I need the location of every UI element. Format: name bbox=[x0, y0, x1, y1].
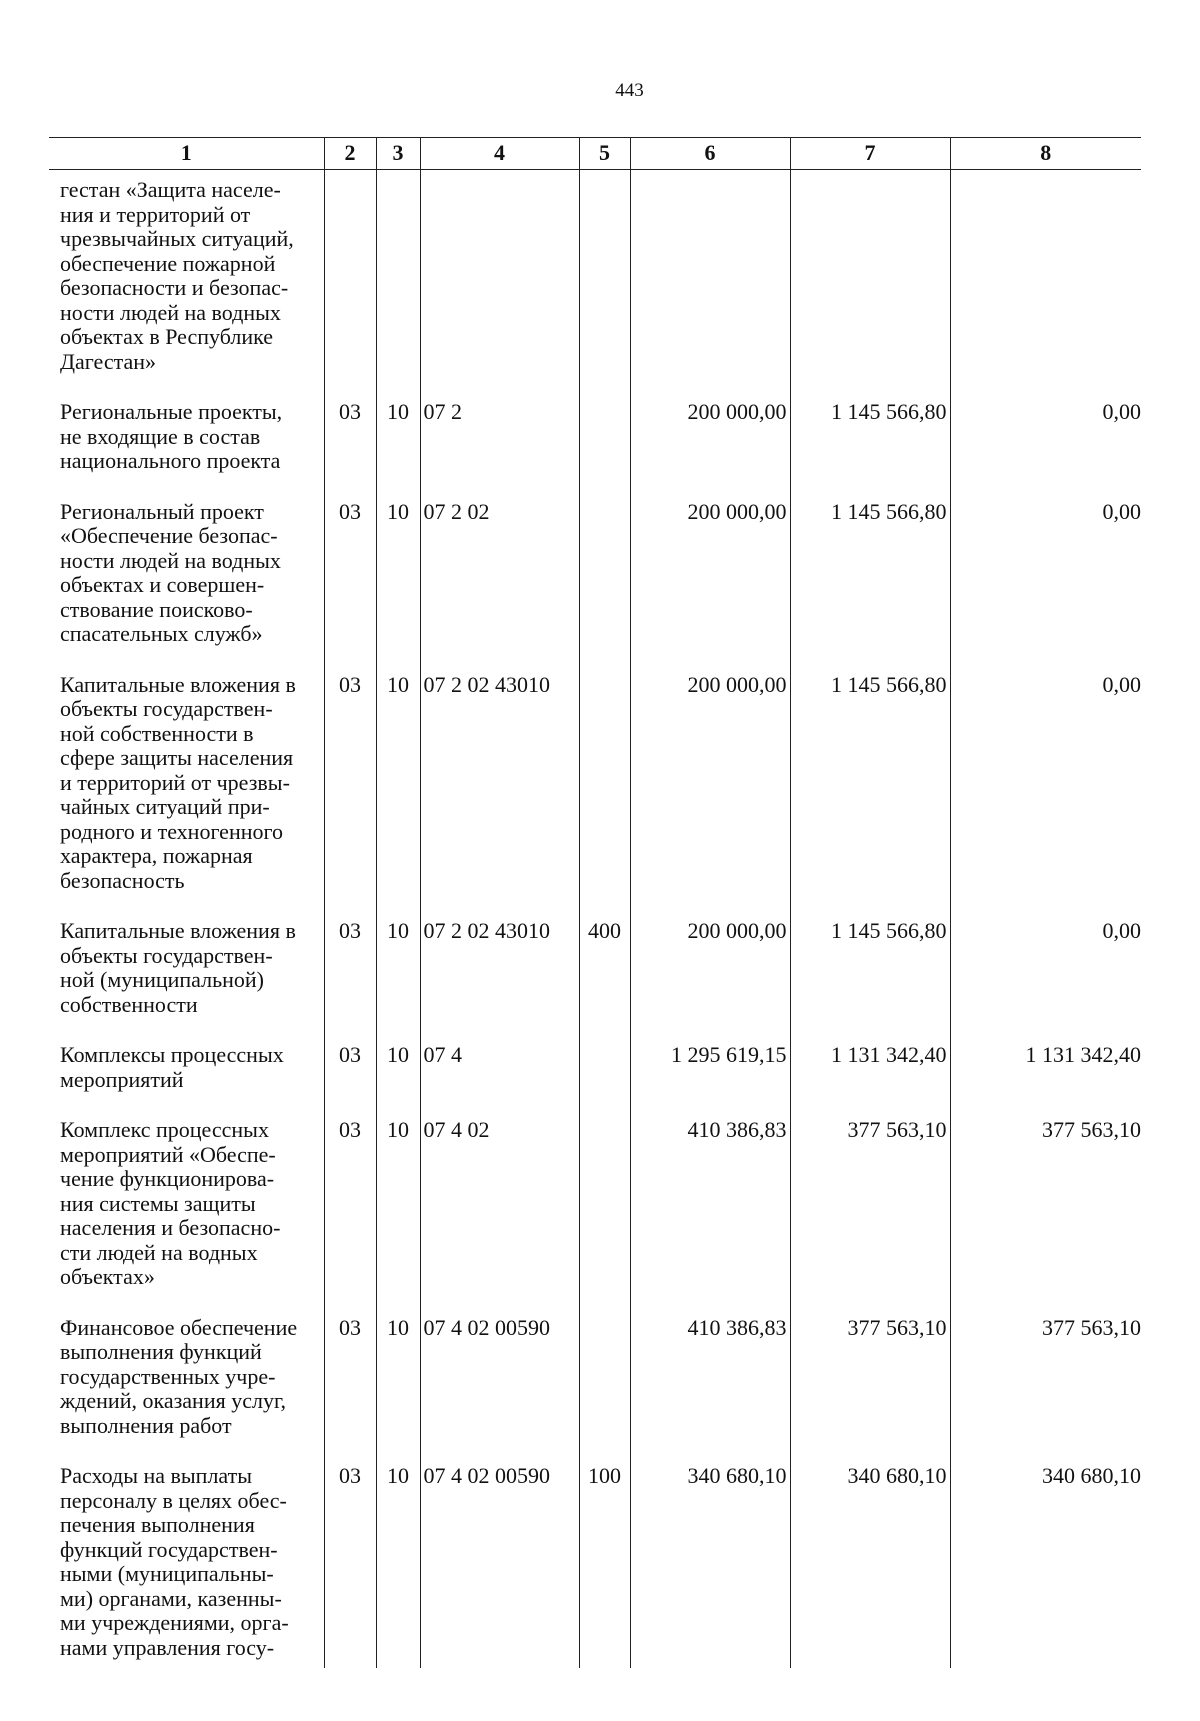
section-code: 03 bbox=[324, 1314, 376, 1463]
amount-col-7: 1 145 566,80 bbox=[790, 498, 950, 671]
expense-type-code bbox=[579, 1041, 630, 1116]
subsection-code: 10 bbox=[376, 1041, 420, 1116]
amount-col-7: 1 131 342,40 bbox=[790, 1041, 950, 1116]
amount-col-6: 1 295 619,15 bbox=[630, 1041, 790, 1116]
amount-col-8 bbox=[950, 170, 1141, 399]
budget-table bbox=[49, 137, 1141, 1668]
target-article-code: 07 2 bbox=[420, 398, 579, 498]
column-header-8: 8 bbox=[950, 138, 1141, 170]
table-row bbox=[49, 1462, 1141, 1668]
row-name-cell bbox=[49, 398, 324, 498]
header-row bbox=[49, 138, 1141, 170]
amount-col-7: 340 680,10 bbox=[790, 1462, 950, 1668]
expense-type-code bbox=[579, 398, 630, 498]
amount-col-8: 1 131 342,40 bbox=[950, 1041, 1141, 1116]
amount-col-7: 377 563,10 bbox=[790, 1116, 950, 1314]
amount-col-8: 377 563,10 bbox=[950, 1116, 1141, 1314]
amount-col-6 bbox=[630, 170, 790, 399]
row-name: Финансовое обеспечение выполнения функций государственных учре- ждений, оказания услуг, выполнения работ bbox=[60, 1314, 298, 1438]
expense-type-code bbox=[579, 498, 630, 671]
subsection-code: 10 bbox=[376, 498, 420, 671]
amount-col-8: 377 563,10 bbox=[950, 1314, 1141, 1463]
expense-type-code: 400 bbox=[579, 917, 630, 1041]
amount-col-6: 200 000,00 bbox=[630, 671, 790, 918]
column-header-2: 2 bbox=[324, 138, 376, 170]
amount-col-8: 0,00 bbox=[950, 398, 1141, 498]
table-row bbox=[49, 671, 1141, 918]
section-code: 03 bbox=[324, 1116, 376, 1314]
expense-type-code bbox=[579, 1116, 630, 1314]
target-article-code: 07 4 02 bbox=[420, 1116, 579, 1314]
row-name-cell bbox=[49, 170, 324, 399]
amount-col-7: 1 145 566,80 bbox=[790, 917, 950, 1041]
expense-type-code bbox=[579, 170, 630, 399]
amount-col-7 bbox=[790, 170, 950, 399]
subsection-code: 10 bbox=[376, 917, 420, 1041]
subsection-code: 10 bbox=[376, 398, 420, 498]
subsection-code: 10 bbox=[376, 671, 420, 918]
amount-col-6: 200 000,00 bbox=[630, 398, 790, 498]
amount-col-8: 0,00 bbox=[950, 671, 1141, 918]
target-article-code: 07 4 02 00590 bbox=[420, 1462, 579, 1668]
table-row bbox=[49, 1314, 1141, 1463]
column-header-1: 1 bbox=[49, 138, 324, 170]
amount-col-8: 0,00 bbox=[950, 917, 1141, 1041]
table-row bbox=[49, 917, 1141, 1041]
row-name: Региональные проекты, не входящие в состав национального проекта bbox=[60, 399, 283, 473]
row-name: Капитальные вложения в объекты государствен- ной собственности в сфере защиты населения и территорий от чрезвы- чайных ситуаций при- родного и техногенного характера, пожарная безопасность bbox=[60, 671, 296, 893]
amount-col-7: 1 145 566,80 bbox=[790, 671, 950, 918]
expense-type-code bbox=[579, 671, 630, 918]
expense-type-code bbox=[579, 1314, 630, 1463]
target-article-code: 07 4 bbox=[420, 1041, 579, 1116]
target-article-code: 07 4 02 00590 bbox=[420, 1314, 579, 1463]
amount-col-6: 200 000,00 bbox=[630, 498, 790, 671]
amount-col-6: 410 386,83 bbox=[630, 1314, 790, 1463]
target-article-code: 07 2 02 43010 bbox=[420, 917, 579, 1041]
target-article-code bbox=[420, 170, 579, 399]
amount-col-6: 200 000,00 bbox=[630, 917, 790, 1041]
row-name: Расходы на выплаты персоналу в целях обес- печения выполнения функций государствен- ными (муниципальны- ми) органами, казенны- ми учреждениями, орга- нами управления госу- bbox=[60, 1463, 289, 1660]
column-header-7: 7 bbox=[790, 138, 950, 170]
table-row bbox=[49, 1041, 1141, 1116]
expense-type-code: 100 bbox=[579, 1462, 630, 1668]
row-name-cell bbox=[49, 671, 324, 918]
row-name-cell bbox=[49, 498, 324, 671]
subsection-code: 10 bbox=[376, 1314, 420, 1463]
section-code: 03 bbox=[324, 398, 376, 498]
budget-table-container bbox=[49, 137, 1141, 1668]
column-header-5: 5 bbox=[579, 138, 630, 170]
section-code: 03 bbox=[324, 1462, 376, 1668]
row-name-cell bbox=[49, 1116, 324, 1314]
section-code: 03 bbox=[324, 1041, 376, 1116]
row-name-cell bbox=[49, 917, 324, 1041]
subsection-code bbox=[376, 170, 420, 399]
amount-col-8: 340 680,10 bbox=[950, 1462, 1141, 1668]
row-name-cell bbox=[49, 1314, 324, 1463]
row-name-cell bbox=[49, 1462, 324, 1668]
section-code bbox=[324, 170, 376, 399]
column-header-4: 4 bbox=[420, 138, 579, 170]
amount-col-7: 377 563,10 bbox=[790, 1314, 950, 1463]
subsection-code: 10 bbox=[376, 1116, 420, 1314]
section-code: 03 bbox=[324, 671, 376, 918]
target-article-code: 07 2 02 43010 bbox=[420, 671, 579, 918]
amount-col-8: 0,00 bbox=[950, 498, 1141, 671]
amount-col-6: 340 680,10 bbox=[630, 1462, 790, 1668]
row-name: гестан «Защита населе- ния и территорий от чрезвычайных ситуаций, обеспечение пожарной безопасности и безопас- ности людей на водных объектах в Республике Дагестан» bbox=[60, 177, 294, 374]
row-name: Комплекс процессных мероприятий «Обеспе- чение функционирова- ния системы защиты населения и безопасно- сти людей на водных объектах» bbox=[60, 1117, 281, 1289]
section-code: 03 bbox=[324, 498, 376, 671]
table-row bbox=[49, 398, 1141, 498]
row-name: Капитальные вложения в объекты государствен- ной (муниципальной) собственности bbox=[60, 918, 296, 1017]
row-name: Региональный проект «Обеспечение безопас- ности людей на водных объектах и совершен- ствование поисково- спасательных служб» bbox=[60, 498, 281, 646]
column-header-6: 6 bbox=[630, 138, 790, 170]
page-number: 443 bbox=[615, 80, 644, 101]
amount-col-6: 410 386,83 bbox=[630, 1116, 790, 1314]
table-row bbox=[49, 170, 1141, 399]
subsection-code: 10 bbox=[376, 1462, 420, 1668]
row-name: Комплексы процессных мероприятий bbox=[60, 1042, 284, 1092]
amount-col-7: 1 145 566,80 bbox=[790, 398, 950, 498]
table-row bbox=[49, 498, 1141, 671]
column-header-3: 3 bbox=[376, 138, 420, 170]
target-article-code: 07 2 02 bbox=[420, 498, 579, 671]
table-row bbox=[49, 1116, 1141, 1314]
section-code: 03 bbox=[324, 917, 376, 1041]
row-name-cell bbox=[49, 1041, 324, 1116]
